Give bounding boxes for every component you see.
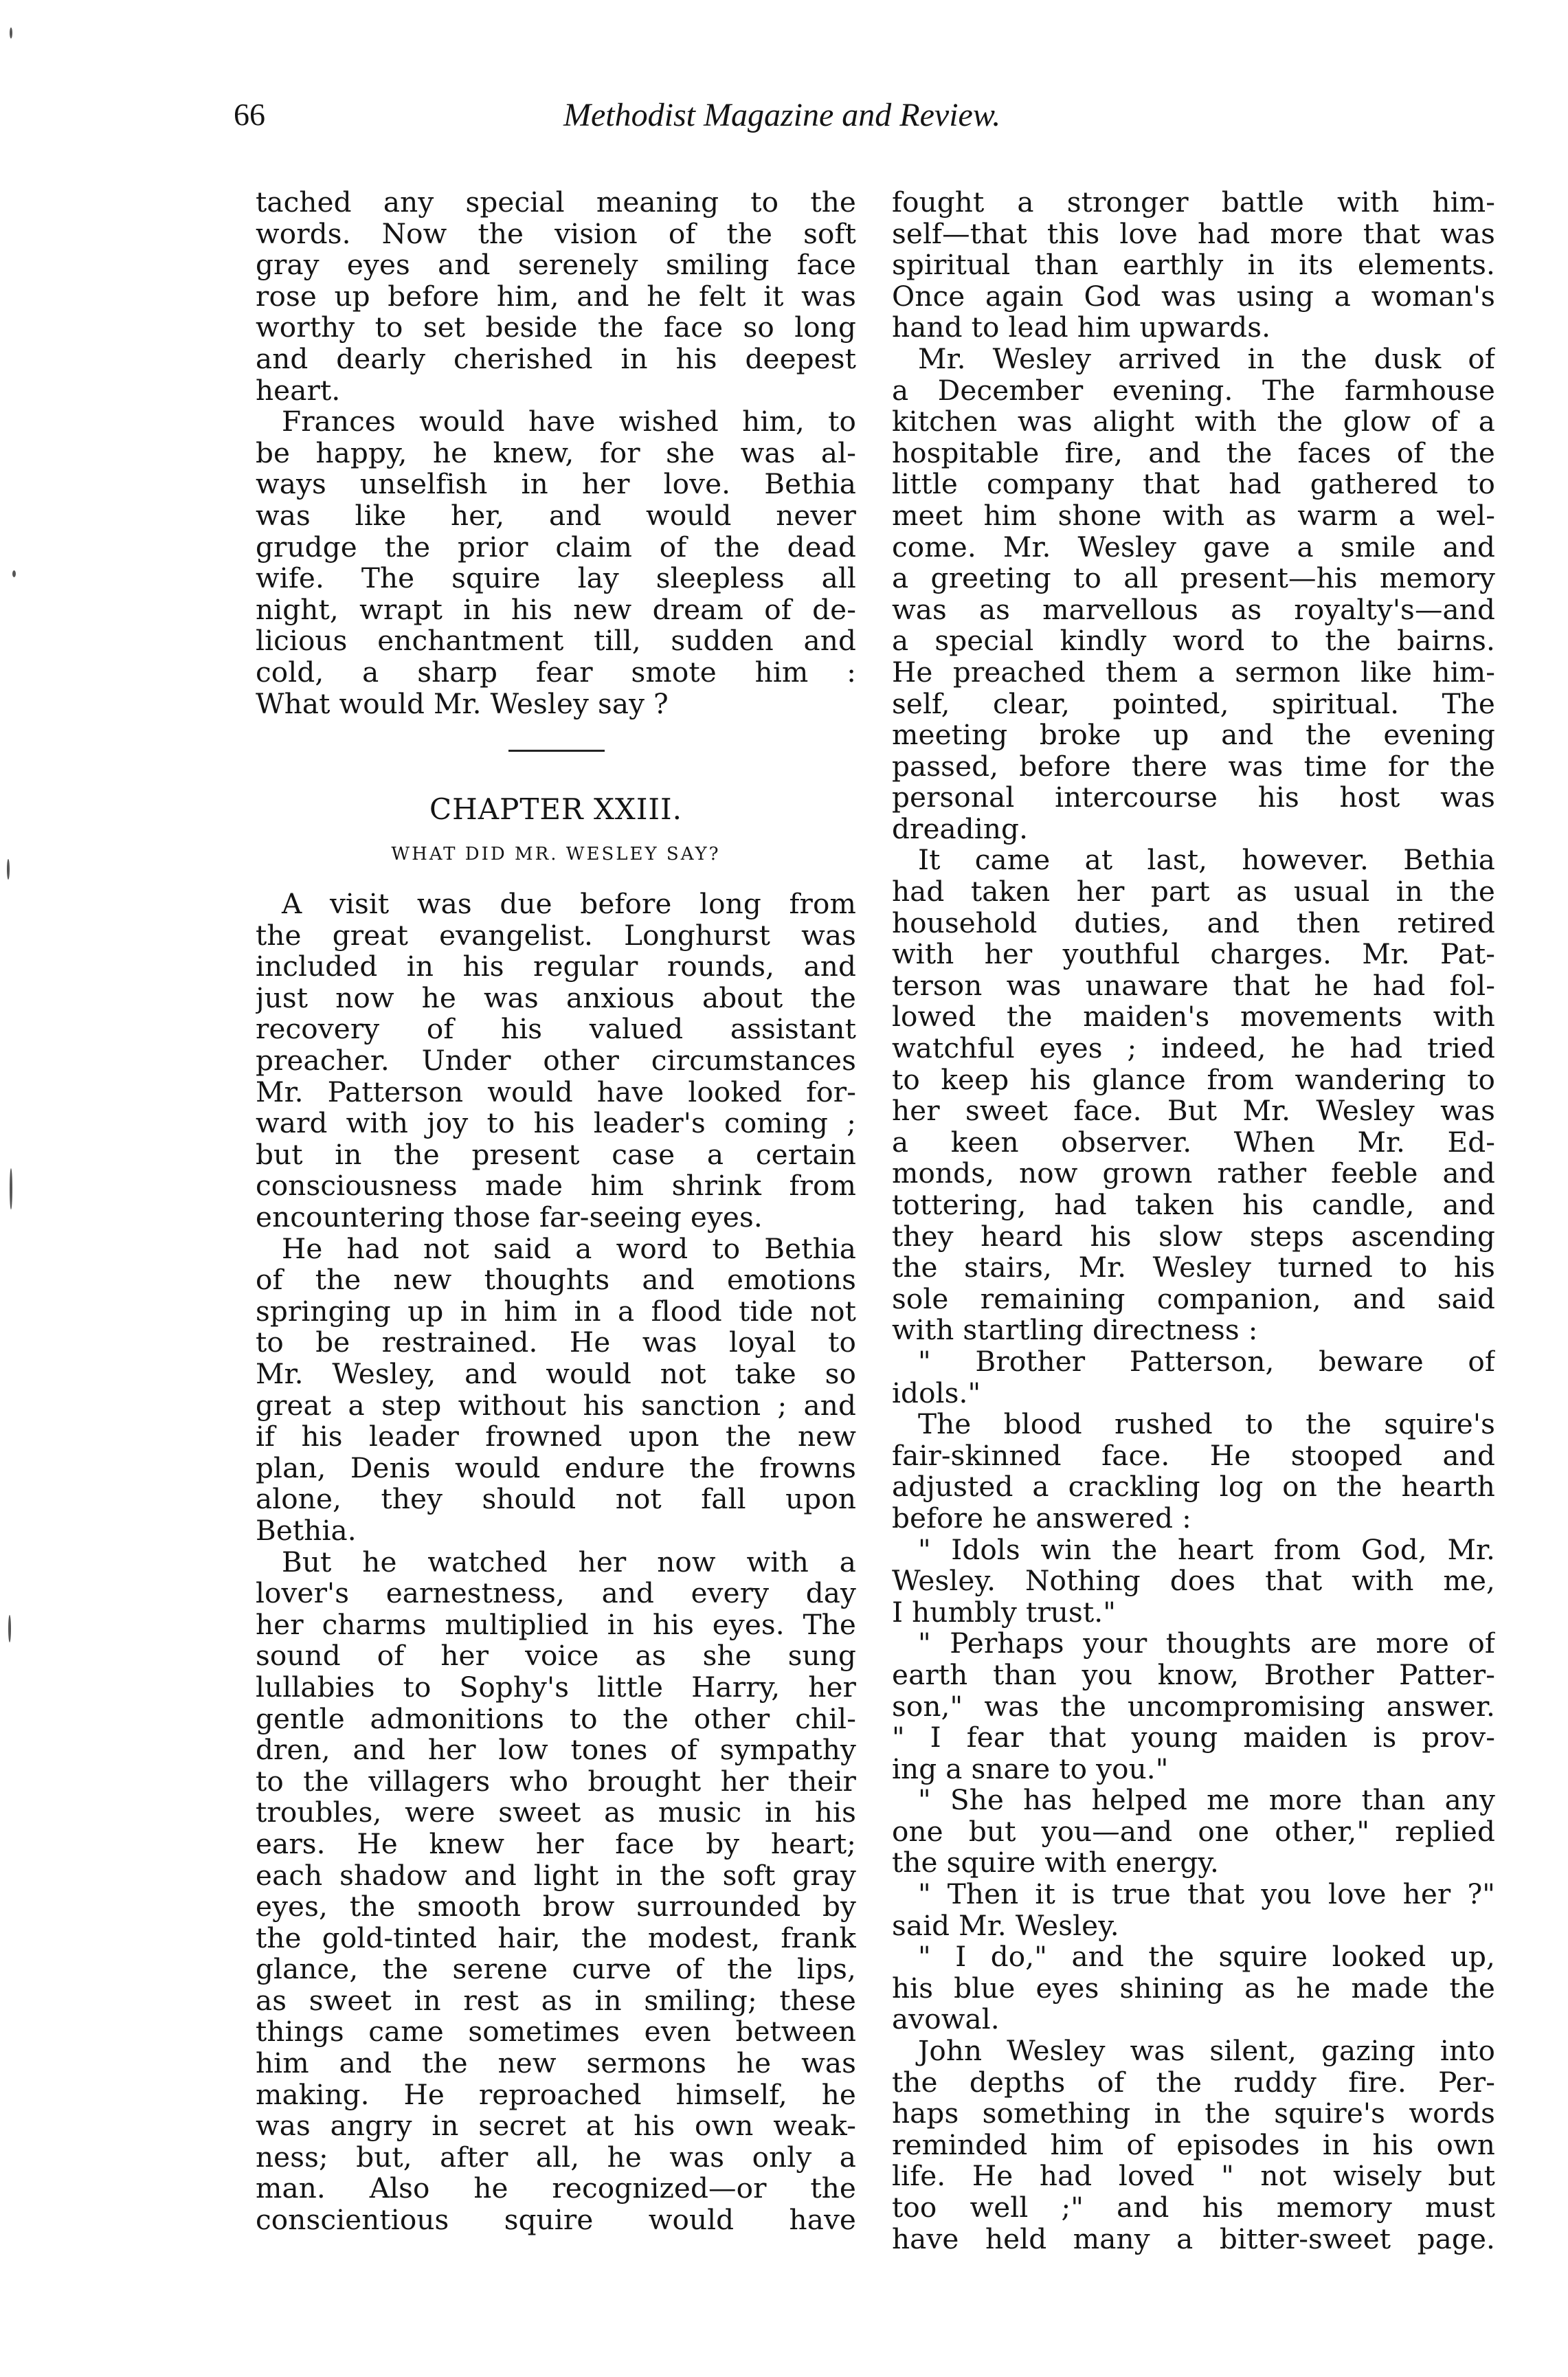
text-line: kitchen was alight with the glow of a <box>892 406 1495 438</box>
text-line: Mr. Wesley arrived in the dusk of <box>918 343 1495 375</box>
page-header <box>234 96 1491 151</box>
text-line: just now he was anxious about the <box>256 982 856 1014</box>
text-line: come. Mr. Wesley gave a smile and <box>892 531 1495 563</box>
text-line: fought a stronger battle with him- <box>892 187 1495 219</box>
text-line: dreading. <box>892 813 1029 845</box>
text-line: a December evening. The farmhouse <box>892 375 1495 407</box>
text-line: her sweet face. But Mr. Wesley was <box>892 1095 1495 1127</box>
text-line: a greeting to all present—his memory <box>892 563 1495 594</box>
text-line: fair-skinned face. He stooped and <box>892 1440 1495 1472</box>
text-line: little company that had gathered to <box>892 469 1495 500</box>
text-line: rose up before him, and he felt it was <box>256 280 856 313</box>
text-line: the gold-tinted hair, the modest, frank <box>256 1922 856 1954</box>
text-line: gray eyes and serenely smiling face <box>256 249 856 281</box>
text-line: The blood rushed to the squire's <box>918 1409 1495 1440</box>
text-line: too well ;" and his memory must <box>892 2192 1495 2224</box>
text-line: self, clear, pointed, spiritual. The <box>892 688 1495 720</box>
paragraph <box>256 187 856 406</box>
text-line: ward with joy to his leader's coming ; <box>256 1108 856 1139</box>
text-line: licious enchantment till, sudden and <box>256 625 856 657</box>
text-line: but in the present case a certain <box>256 1139 856 1171</box>
text-line: the great evangelist. Longhurst was <box>256 919 856 952</box>
text-line: monds, now grown rather feeble and <box>892 1158 1495 1190</box>
paragraph <box>892 1346 1495 1409</box>
text-line: his blue eyes shining as he made the <box>892 1972 1495 2005</box>
paragraph <box>892 1785 1495 1879</box>
text-line: ways unselfish in her love. Bethia <box>256 469 856 500</box>
text-line: him and the new sermons he was <box>256 2048 856 2079</box>
text-line: was angry in secret at his own weak- <box>256 2110 856 2142</box>
text-line: John Wesley was silent, gazing into <box>918 2035 1495 2067</box>
text-line: He had not said a word to Bethia <box>282 1233 856 1265</box>
paragraph <box>256 406 856 719</box>
text-line: tached any special meaning to the <box>256 187 856 219</box>
text-line: Wesley. Nothing does that with me, <box>892 1565 1495 1597</box>
text-line: as sweet in rest as in smiling; these <box>256 1985 856 2017</box>
running-title: Methodist Magazine and Review. <box>563 97 1001 133</box>
text-line: have held many a bitter-sweet page. <box>892 2223 1495 2255</box>
text-line: cold, a sharp fear smote him : <box>256 656 856 689</box>
text-line: " Then it is true that you love her ?" <box>918 1879 1495 1910</box>
paragraph <box>892 845 1495 1346</box>
text-line: with her youthful charges. Mr. Pat- <box>892 939 1495 970</box>
text-line: Frances would have wished him, to <box>282 406 856 438</box>
text-line: I humbly trust." <box>892 1596 1116 1629</box>
paragraph <box>256 889 856 1234</box>
text-line: self—that this love had more that was <box>892 218 1495 250</box>
text-line: before he answered : <box>892 1502 1191 1535</box>
text-line: Bethia. <box>256 1515 357 1547</box>
page-number: 66 <box>234 97 265 132</box>
text-line: gentle admonitions to the other chil- <box>256 1703 856 1735</box>
text-line: tottering, had taken his candle, and <box>892 1190 1495 1221</box>
text-line: included in his regular rounds, and <box>256 951 856 983</box>
text-line: " I fear that young maiden is prov- <box>892 1722 1495 1754</box>
text-line: " She has helped me more than any <box>918 1785 1495 1816</box>
text-line: sole remaining companion, and said <box>892 1283 1495 1315</box>
text-line: sound of her voice as she sung <box>256 1640 856 1672</box>
text-line: personal intercourse his host was <box>892 782 1495 814</box>
text-line: Mr. Wesley, and would not take so <box>256 1359 856 1390</box>
text-line: eyes, the smooth brow surrounded by <box>256 1891 856 1923</box>
text-line: recovery of his valued assistant <box>256 1014 856 1046</box>
text-line: with startling directness : <box>892 1315 1258 1346</box>
scan-margin-marks <box>0 0 41 2377</box>
text-line: troubles, were sweet as music in his <box>256 1797 856 1829</box>
text-line: ears. He knew her face by heart; <box>256 1828 856 1860</box>
right-column <box>892 187 1495 2255</box>
text-line: man. Also he recognized—or the <box>256 2173 856 2205</box>
text-line: " Brother Patterson, beware of <box>918 1346 1495 1378</box>
text-line: her charms multiplied in his eyes. The <box>256 1609 856 1641</box>
paragraph <box>892 187 1495 344</box>
text-line: haps something in the squire's words <box>892 2098 1495 2130</box>
text-line: hand to lead him upwards. <box>892 312 1271 344</box>
text-line: preacher. Under other circumstances <box>256 1045 856 1077</box>
text-line: meeting broke up and the evening <box>892 719 1495 751</box>
paragraph <box>892 1879 1495 1941</box>
text-line: they heard his slow steps ascending <box>892 1220 1495 1253</box>
text-line: glance, the serene curve of the lips, <box>256 1954 856 1985</box>
text-line: idols." <box>892 1377 981 1409</box>
text-line: lover's earnestness, and every day <box>256 1578 856 1609</box>
text-line: watchful eyes ; indeed, he had tried <box>892 1033 1495 1064</box>
text-line: a special kindly word to the bairns. <box>892 625 1495 657</box>
scan-speck <box>8 1615 11 1642</box>
text-line: the depths of the ruddy fire. Per- <box>892 2066 1495 2099</box>
text-line: wife. The squire lay sleepless all <box>256 563 856 594</box>
text-line: be happy, he knew, for she was al- <box>256 437 856 469</box>
text-line: worthy to set beside the face so long <box>256 312 856 344</box>
paragraph <box>256 1234 856 1547</box>
text-line: earth than you know, Brother Patter- <box>892 1659 1495 1691</box>
left-column <box>256 187 856 2236</box>
text-line: plan, Denis would endure the frowns <box>256 1452 856 1484</box>
scan-speck <box>12 570 16 577</box>
text-line: What would Mr. Wesley say ? <box>256 688 669 720</box>
scan-speck <box>10 27 12 38</box>
text-line: He preached them a sermon like him- <box>892 656 1495 689</box>
text-line: the squire with energy. <box>892 1847 1219 1879</box>
paragraph <box>892 2035 1495 2255</box>
text-line: alone, they should not fall upon <box>256 1484 856 1515</box>
text-line: to keep his glance from wandering to <box>892 1064 1495 1096</box>
text-line: heart. <box>256 375 341 407</box>
text-line: had taken her part as usual in the <box>892 876 1495 908</box>
text-line: " Perhaps your thoughts are more of <box>918 1628 1495 1660</box>
text-line: of the new thoughts and emotions <box>256 1264 856 1296</box>
scan-speck <box>10 1168 12 1209</box>
paragraph <box>892 344 1495 845</box>
text-line: was like her, and would never <box>256 500 856 532</box>
text-line: adjusted a crackling log on the hearth <box>892 1471 1495 1503</box>
text-line: Once again God was using a woman's <box>892 280 1495 313</box>
paragraph <box>892 1535 1495 1629</box>
text-line: hospitable fire, and the faces of the <box>892 437 1495 469</box>
text-line: meet him shone with as warm a wel- <box>892 500 1495 532</box>
text-line: conscientious squire would have <box>256 2205 856 2236</box>
text-line: making. He reproached himself, he <box>256 2079 856 2111</box>
text-line: to the villagers who brought her their <box>256 1765 856 1798</box>
text-line: springing up in him in a flood tide not <box>256 1295 856 1328</box>
text-line: passed, before there was time for the <box>892 750 1495 783</box>
section-divider <box>256 719 856 792</box>
text-line: if his leader frowned upon the new <box>256 1421 856 1453</box>
text-line: avowal. <box>892 2004 1000 2036</box>
text-line: each shadow and light in the soft gray <box>256 1860 856 1892</box>
scan-speck <box>7 859 10 880</box>
text-line: great a step without his sanction ; and <box>256 1390 856 1422</box>
text-line: words. Now the vision of the soft <box>256 218 856 250</box>
text-line: reminded him of episodes in his own <box>892 2129 1495 2161</box>
text-line: ness; but, after all, he was only a <box>256 2141 856 2174</box>
text-line: one but you—and one other," replied <box>892 1816 1495 1848</box>
text-line: son," was the uncompromising answer. <box>892 1690 1495 1723</box>
text-line: life. He had loved " not wisely but <box>892 2161 1495 2192</box>
paragraph <box>892 1628 1495 1785</box>
text-line: spiritual than earthly in its elements. <box>892 249 1495 281</box>
text-line: consciousness made him shrink from <box>256 1170 856 1203</box>
paragraph <box>256 1547 856 2236</box>
divider-rule <box>508 750 605 752</box>
text-line: dren, and her low tones of sympathy <box>256 1734 856 1766</box>
text-line: a keen observer. When Mr. Ed- <box>892 1126 1495 1159</box>
text-line: said Mr. Wesley. <box>892 1910 1119 1942</box>
paragraph <box>892 1409 1495 1534</box>
chapter-subtitle: WHAT DID MR. WESLEY SAY? <box>391 844 721 865</box>
text-line: But he watched her now with a <box>282 1546 856 1578</box>
text-line: It came at last, however. Bethia <box>918 845 1495 877</box>
text-line: Mr. Patterson would have looked for- <box>256 1076 856 1108</box>
text-line: to be restrained. He was loyal to <box>256 1327 856 1359</box>
text-line: the stairs, Mr. Wesley turned to his <box>892 1252 1495 1284</box>
text-line: lullabies to Sophy's little Harry, her <box>256 1671 856 1704</box>
text-line: lowed the maiden's movements with <box>892 1001 1495 1034</box>
text-line: ing a snare to you." <box>892 1753 1169 1785</box>
text-line: and dearly cherished in his deepest <box>256 343 856 375</box>
text-line: " I do," and the squire looked up, <box>918 1941 1495 1973</box>
text-line: household duties, and then retired <box>892 907 1495 939</box>
text-line: terson was unaware that he had fol- <box>892 970 1495 1002</box>
text-line: was as marvellous as royalty's—and <box>892 594 1495 626</box>
text-line: A visit was due before long from <box>282 889 856 920</box>
text-line: things came sometimes even between <box>256 2016 856 2049</box>
text-line: " Idols win the heart from God, Mr. <box>918 1534 1495 1566</box>
text-line: night, wrapt in his new dream of de- <box>256 594 856 626</box>
text-line: encountering those far-seeing eyes. <box>256 1202 763 1234</box>
chapter-title: CHAPTER XXIII. <box>429 792 682 827</box>
paragraph <box>892 1941 1495 2035</box>
text-line: grudge the prior claim of the dead <box>256 531 856 563</box>
